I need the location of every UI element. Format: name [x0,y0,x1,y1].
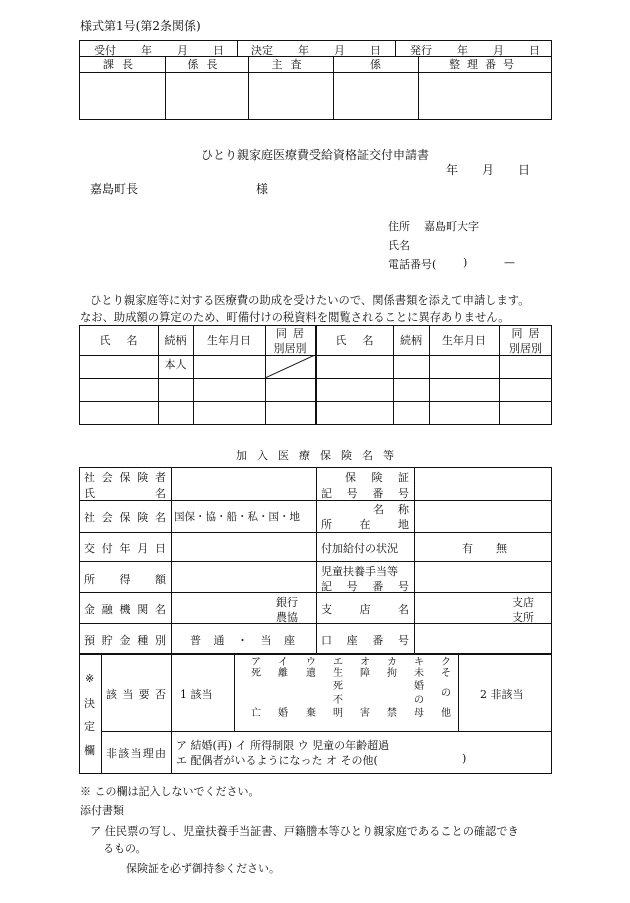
family-name-header-right: 氏名 [335,334,390,347]
family-name-header: 氏名 [99,334,154,347]
bank-name-field[interactable] [172,593,272,622]
category-text: 障 害 [360,668,370,719]
insurance-type-options[interactable]: 国保・協・船・私・国・地 [174,511,300,523]
cert-number-label-1: 保 険 証 [345,471,409,484]
cert-number-label-2: 記 号 番 号 [321,487,409,500]
category-イ[interactable] [276,658,290,719]
category-letter: カ [387,657,397,668]
category-ウ[interactable] [304,658,318,719]
category-オ[interactable] [358,658,372,719]
phone-label: 電話番号( [388,258,437,271]
category-エ[interactable] [331,658,345,719]
deposit-type-options[interactable]: 普 通 ・ 当 座 [190,634,295,647]
category-text: 離 婚 [278,668,288,719]
address-label: 住所 [388,220,410,233]
child-allowance-label-2: 記 号 番 号 [321,580,409,593]
category-text: 生 死 不 明 [333,668,343,719]
application-date[interactable]: 年 月 日 [446,163,530,177]
category-text: そ の 他 [441,668,451,719]
category-ク[interactable] [439,658,453,719]
benefit-no-option[interactable]: 無 [496,542,507,555]
family-relation-header-right: 続柄 [400,334,422,347]
category-text: 死 亡 [251,668,261,719]
form-number: 様式第1号(第2条関係) [80,19,201,33]
addressee: 嘉島町長 [90,182,139,196]
attachments-label: 添付書類 [80,804,124,817]
category-text: 拘 禁 [387,668,397,719]
reason-label: 非 該 当 理 由 [106,747,166,760]
family-birthdate-header-right: 生年月日 [442,334,486,347]
family-cohab-header-2: 別居別 [273,342,307,355]
category-letter: キ [414,657,424,668]
category-letter: ウ [306,657,316,668]
child-allowance-field[interactable] [415,562,551,591]
bank-name-label: 金 融 機 関 名 [84,603,166,616]
bank-type-coop: 農協 [276,611,298,624]
attachment-item-2: 保険証を必ず御持参ください。 [126,862,280,875]
issue-date-header: 発行 年 月 日 [410,44,540,57]
decision-col-label-2: 定 [84,720,95,733]
inspector-label: 主査 [271,58,310,71]
insurance-section-title: 加入医療保険名等 [236,449,404,462]
eligible-option[interactable]: 1 該当 [180,688,213,701]
decision-date-header: 決定 年 月 日 [251,44,381,57]
branch-type-branch: 支店 [512,596,534,609]
staff-stamp-area[interactable] [334,73,417,119]
reason-line-2[interactable]: エ 配偶者がいるようになった オ その他( [176,754,378,767]
category-letter: オ [360,657,370,668]
body-text-line-1: ひとり親家庭等に対する医療費の助成を受けたいので、関係書類を添えて申請します。 [90,294,530,307]
category-ア[interactable] [249,658,263,719]
attachment-item-1a: ア 住民票の写し、児童扶養手当証書、戸籍謄本等ひとり親家庭であることの確認でき [90,825,519,838]
child-allowance-label-1: 児童扶養手当等 [321,565,398,578]
inspector-stamp-area[interactable] [249,73,332,119]
insured-name-field[interactable] [172,468,315,499]
org-name-label-2: 所 在 地 [321,518,409,531]
category-キ[interactable] [412,658,426,719]
section-chief-label: 課長 [103,58,141,71]
bank-type-bank: 銀行 [276,596,298,609]
family-birthdate-header: 生年月日 [207,334,251,347]
category-カ[interactable] [385,658,399,719]
reference-number-label: 整理番号 [449,58,521,71]
reason-line-1[interactable]: ア 結婚(再) イ 所得制限 ウ 児童の年齢超過 [176,739,390,752]
cert-number-field[interactable] [415,468,551,499]
category-letter: エ [333,657,343,668]
org-name-field[interactable] [415,501,551,531]
account-number-label: 口 座 番 号 [321,634,409,647]
section-chief-stamp-area[interactable] [80,73,164,119]
reason-line-2-end: ) [462,752,467,765]
staff-label: 係 [370,58,381,71]
decision-mark: ※ [85,672,95,685]
attachment-item-1b: るもの。 [103,842,147,855]
eligibility-label: 該 当 要 否 [106,688,166,701]
family-cohab-header-1: 同居 [276,327,310,340]
branch-name-label: 支 店 名 [321,603,409,616]
decision-col-label-3: 欄 [84,744,95,757]
insured-name-label-2: 氏 名 [84,487,166,500]
branch-name-field[interactable] [415,593,509,622]
category-letter: イ [278,657,288,668]
honorific: 様 [256,182,269,196]
org-name-label-1: 名 称 [373,503,409,516]
footer-note: ※ この欄は記入しないでください。 [80,785,260,798]
page-title: ひとり親家庭医療費受給資格証交付申請書 [200,148,429,162]
address-field[interactable]: 嘉島町大字 [424,220,479,233]
issue-date-field[interactable] [172,533,315,560]
family-cohab-header-right-1: 同居 [511,327,546,340]
category-text: 未 婚 の 母 [414,668,424,719]
income-label: 所 得 額 [84,573,166,586]
receipt-date-header: 受付 年 月 日 [94,44,224,57]
cohabitation-diagonal [265,355,315,378]
not-eligible-option[interactable]: 2 非該当 [480,688,524,701]
body-text-line-2: なお、助成額の算定のため、町備付けの税資料を閲覧されることに異存ありません。 [80,311,510,324]
category-letter: ク [441,657,451,668]
subsection-chief-stamp-area[interactable] [166,73,247,119]
income-field[interactable] [172,562,315,591]
phone-paren: ) [463,256,468,269]
phone-dash: — [504,256,515,269]
account-number-field[interactable] [415,624,551,652]
branch-type-office: 支所 [512,611,534,624]
benefit-yes-option[interactable]: 有 [462,542,473,555]
benefit-status-label: 付加給付の状況 [321,542,398,555]
insured-name-label-1: 社 会 保 険 者 [84,471,166,484]
reference-number-field[interactable] [419,73,551,119]
insurance-name-label: 社 会 保 険 名 [84,511,166,524]
deposit-type-label: 預 貯 金 種 別 [84,634,166,647]
family-relation-header: 続柄 [164,334,187,347]
family-cohab-header-right-2: 別居別 [509,342,542,355]
subsection-chief-label: 係長 [187,58,226,71]
issue-date-label: 交 付 年 月 日 [84,542,166,555]
category-text: 遺 棄 [306,668,316,719]
self-relation-cell: 本人 [164,358,187,371]
applicant-name-label: 氏名 [388,239,410,252]
category-letter: ア [251,657,261,668]
decision-col-label-1: 決 [84,697,95,710]
